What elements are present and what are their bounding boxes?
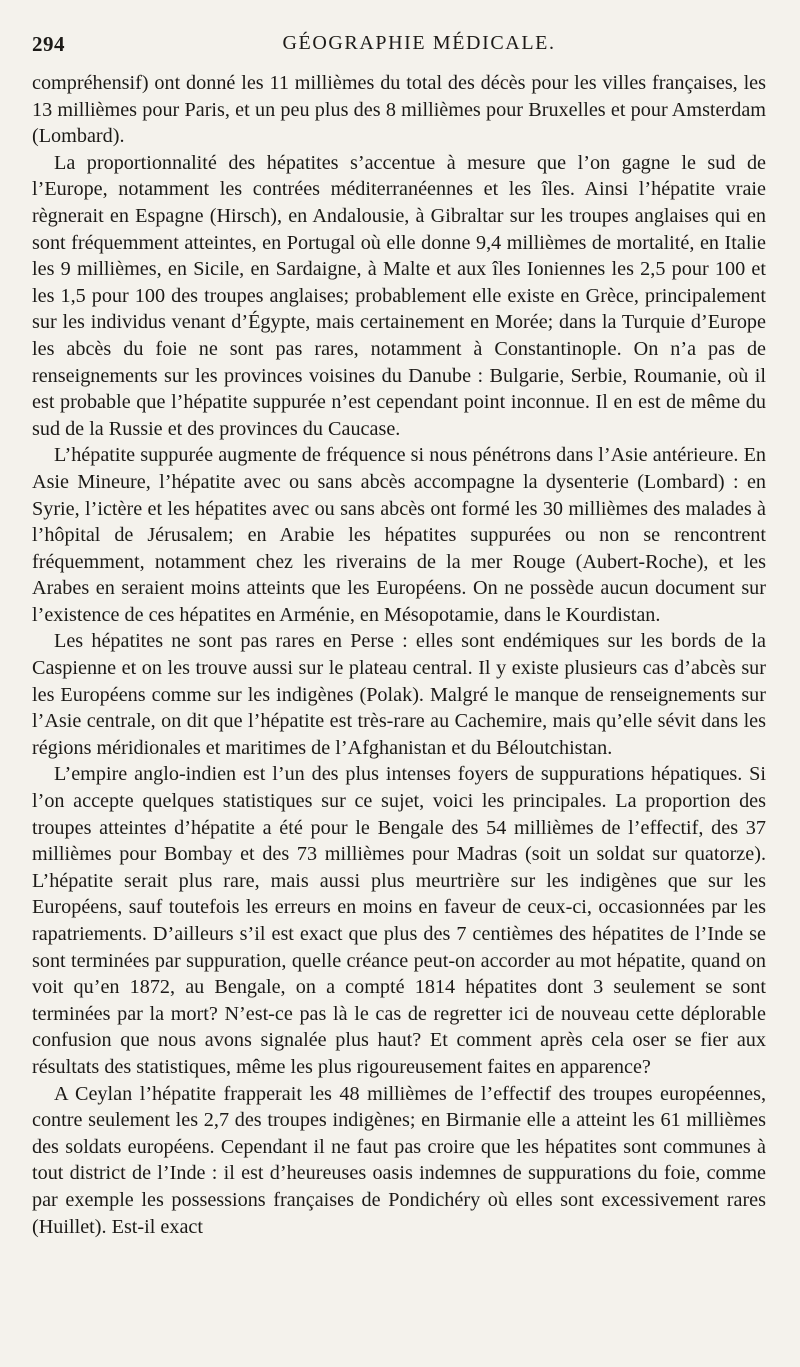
paragraph-southern-europe: La proportionnalité des hépatites s’accentue à mesure que l’on gagne le sud de l’Europe, notamment les contrées méditerranéennes et les îles. Ainsi l’hépatite vraie règnerait en Espagne (Hirsch), en Andalousie, à Gibraltar sur les troupes anglaises qui en sont fréquemment atteintes, en Portugal où elle donne 9,4 millièmes de mortalité, en Italie les 9 millièmes, en Sicile, en Sardaigne, à Malte et aux îles Ioniennes les 2,5 pour 100 et les 1,5 pour 100 des troupes anglaises; probablement elle existe en Grèce, principalement sur les individus venant d’Égypte, mais certainement en Morée; dans la Turquie d’Europe les abcès du foie ne sont pas rares, notamment à Constantinople. On n’a pas de renseignements sur les provinces voisines du Danube : Bulgarie, Serbie, Roumanie, où il est probable que l’hépatite suppurée n’est cependant point inconnue. Il en est de même du sud de la Russie et des provinces du Caucase. <box>32 151 766 440</box>
body-text <box>32 70 766 1240</box>
paragraph-continued: compréhensif) ont donné les 11 millièmes du total des décès pour les villes françaises, les 13 millièmes pour Paris, et un peu plus des 8 millièmes pour Bruxelles et pour Amsterdam (Lombard). <box>32 72 766 148</box>
running-head <box>32 28 766 70</box>
running-title: GÉOGRAPHIE MÉDICALE. <box>282 32 556 54</box>
paragraph-western-asia: L’hépatite suppurée augmente de fréquence si nous pénétrons dans l’Asie antérieure. En Asie Mineure, l’hépatite avec ou sans abcès accompagne la dysenterie (Lombard) : en Syrie, l’ictère et les hépatites avec ou sans abcès ont formé les 30 millièmes des malades à l’hôpital de Jérusalem; en Arabie les hépatites suppurées ou non se rencontrent fréquemment, notamment chez les riverains de la mer Rouge (Aubert-Roche), et les Arabes en seraient moins atteints que les Européens. On ne possède aucun document sur l’existence de ces hépatites en Arménie, en Mésopotamie, dans le Kourdistan. <box>32 444 766 626</box>
paragraph-anglo-indian-empire: L’empire anglo-indien est l’un des plus intenses foyers de suppurations hépatiques. Si l’on accepte quelques statistiques sur ce sujet, voici les principales. La proportion des troupes atteintes d’hépatite a été pour le Bengale des 54 millièmes de l’effectif, des 37 millièmes pour Bombay et des 73 millièmes pour Madras (soit un soldat sur quatorze). L’hépatite serait plus rare, mais aussi plus meurtrière sur les indigènes que sur les Européens, sauf toutefois les erreurs en moins en faveur de ceux-ci, occasionnées par les rapatriements. D’ailleurs s’il est exact que plus des 7 centièmes des hépatites de l’Inde se sont terminées par suppuration, quelle créance peut-on accorder au mot hépatite, quand on voit qu’en 1872, au Bengale, on a compté 1814 hépatites dont 3 seulement se sont terminées par la mort? N’est-ce pas là le cas de regretter ici de nouveau cette déplorable confusion que nous avons signalée plus haut? Et comment après cela oser se fier aux résultats des statistiques, même les plus rigoureusement faites en apparence? <box>32 763 766 1078</box>
paragraph-persia: Les hépatites ne sont pas rares en Perse : elles sont endémiques sur les bords de la Caspienne et on les trouve aussi sur le plateau central. Il y existe plusieurs cas d’abcès sur les Européens comme sur les indigènes (Polak). Malgré le manque de renseignements sur l’Asie centrale, on dit que l’hépatite est très-rare au Cachemire, mais qu’elle sévit dans les régions méridionales et maritimes de l’Afghanistan et du Béloutchistan. <box>32 630 766 759</box>
page-number: 294 <box>32 32 65 56</box>
paragraph-ceylon-burma: A Ceylan l’hépatite frapperait les 48 millièmes de l’effectif des troupes européennes, contre seulement les 2,7 des troupes indigènes; en Birmanie elle a atteint les 61 millièmes des soldats européens. Cependant il ne faut pas croire que les hépatites sont communes à tout district de l’Inde : il est d’heureuses oasis indemnes de suppurations du foie, comme par exemple les possessions françaises de Pondichéry où elles sont excessivement rares (Huillet). Est-il exact <box>32 1082 766 1238</box>
